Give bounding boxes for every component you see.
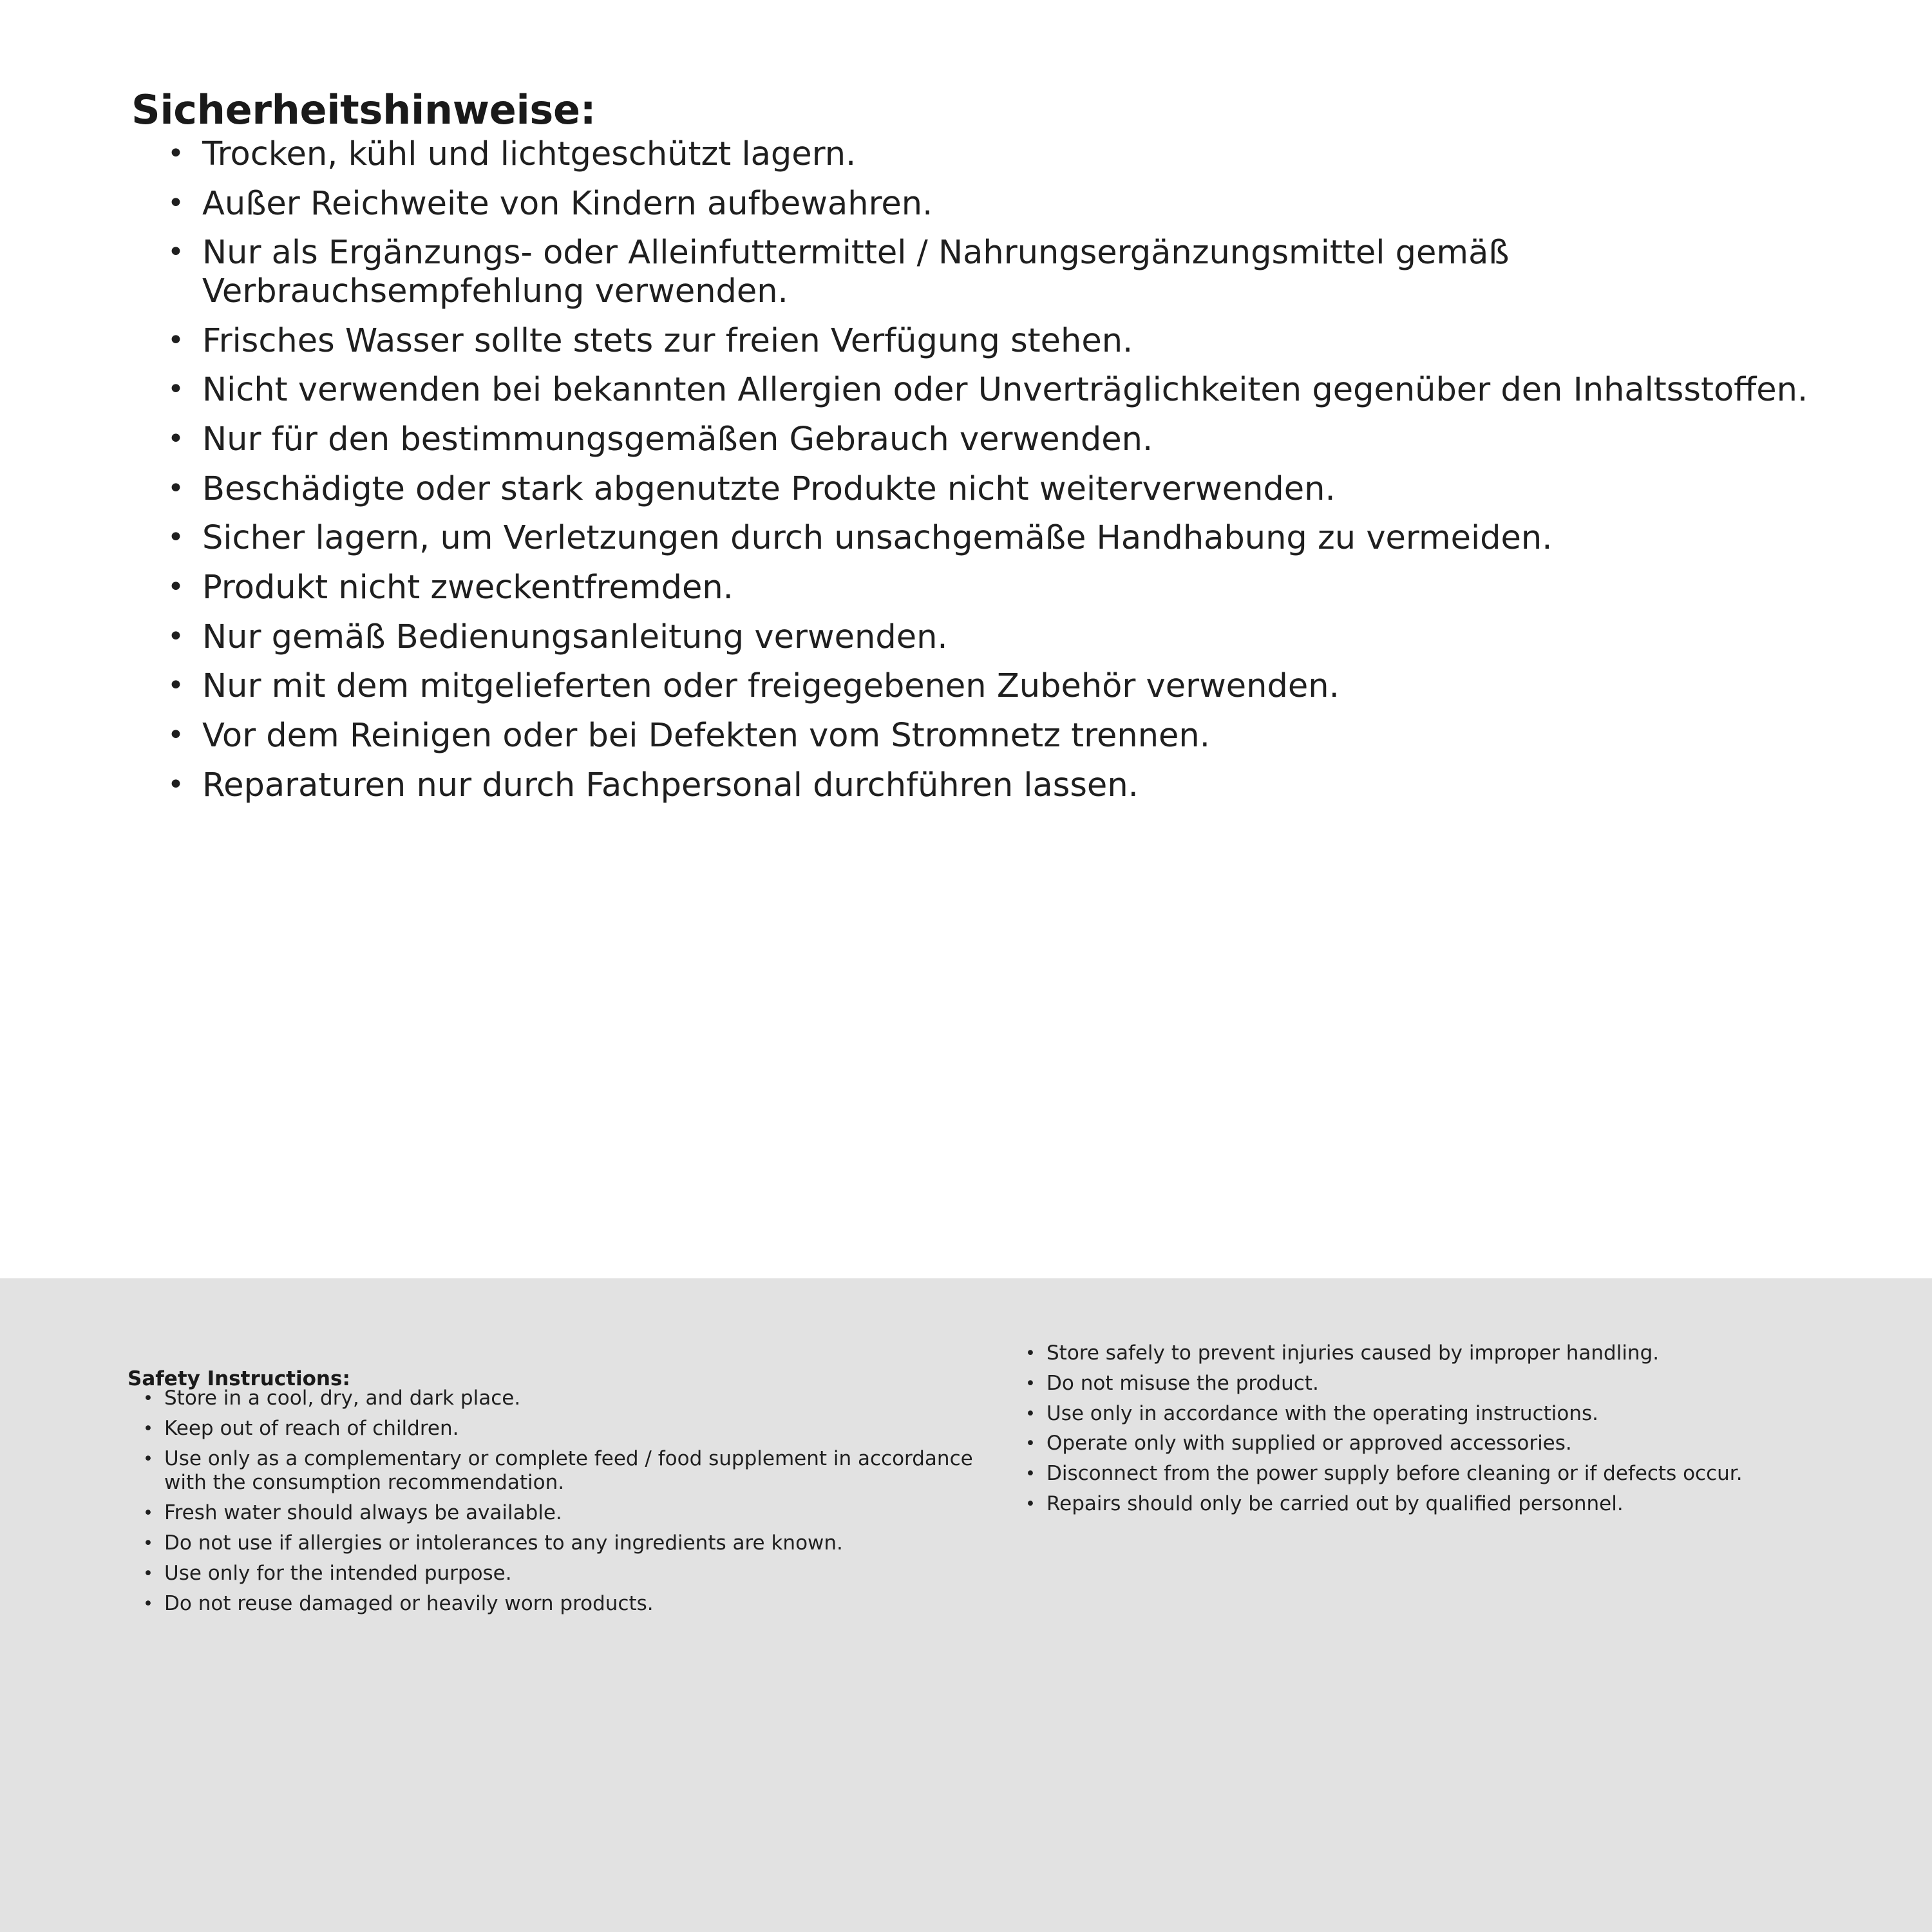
list-item-text: Store in a cool, dry, and dark place.	[164, 1387, 521, 1410]
list-item-text: Use only in accordance with the operating instructions.	[1046, 1401, 1598, 1425]
list-item-text: Keep out of reach of children.	[164, 1416, 459, 1440]
list-item	[1023, 1492, 1860, 1517]
list-item-text: Trocken, kühl und lichtgeschützt lagern.	[202, 135, 857, 173]
bullet-icon: •	[143, 1388, 153, 1408]
list-item-text: Nicht verwenden bei bekannten Allergien oder Unverträglichkeiten gegenüber den Inhaltsstoffen.	[202, 371, 1808, 410]
list-item	[162, 766, 1837, 805]
german-safety-list	[162, 135, 1837, 815]
bullet-icon: •	[167, 373, 184, 406]
list-item-text: Frisches Wasser sollte stets zur freien Verfügung stehen.	[202, 321, 1133, 360]
list-item-text: Vor dem Reinigen oder bei Defekten vom Stromnetz trennen.	[202, 716, 1210, 755]
bullet-icon: •	[143, 1418, 153, 1439]
list-item	[162, 322, 1837, 361]
list-item	[162, 569, 1837, 607]
bullet-icon: •	[1025, 1343, 1036, 1363]
bullet-icon: •	[1025, 1494, 1036, 1515]
bullet-icon: •	[167, 323, 184, 357]
list-item-text: Do not use if allergies or intolerances to any ingredients are known.	[164, 1531, 843, 1555]
list-item-text: Use only for the intended purpose.	[164, 1561, 512, 1585]
list-item-text: Sicher lagern, um Verletzungen durch unsachgemäße Handhabung zu vermeiden.	[202, 519, 1553, 558]
list-item	[162, 371, 1837, 410]
list-item	[140, 1501, 1003, 1526]
bullet-icon: •	[167, 236, 184, 269]
bullet-icon: •	[143, 1593, 153, 1614]
list-item	[1023, 1402, 1860, 1426]
list-item	[162, 470, 1837, 509]
bullet-icon: •	[167, 186, 184, 220]
list-item	[162, 667, 1837, 706]
list-item	[162, 185, 1837, 223]
bullet-icon: •	[143, 1533, 153, 1554]
list-item	[162, 618, 1837, 657]
bullet-icon: •	[167, 768, 184, 801]
list-item	[1023, 1341, 1860, 1366]
list-item-text: Operate only with supplied or approved accessories.	[1046, 1432, 1572, 1455]
list-item	[162, 234, 1837, 310]
bullet-icon: •	[143, 1448, 153, 1469]
bullet-icon: •	[167, 669, 184, 703]
bullet-icon: •	[167, 521, 184, 554]
list-item-text: Repairs should only be carried out by qualified personnel.	[1046, 1492, 1624, 1516]
list-item	[1023, 1372, 1860, 1396]
list-item-text: Nur für den bestimmungsgemäßen Gebrauch verwenden.	[202, 420, 1153, 459]
list-item-text: Disconnect from the power supply before cleaning or if defects occur.	[1046, 1462, 1743, 1486]
german-heading: Sicherheitshinweise:	[131, 86, 596, 133]
list-item-text: Store safely to prevent injuries caused by improper handling.	[1046, 1341, 1660, 1365]
list-item	[162, 421, 1837, 459]
bullet-icon: •	[1025, 1403, 1036, 1424]
list-item-text: Reparaturen nur durch Fachpersonal durchführen lassen.	[202, 766, 1139, 804]
list-item	[162, 717, 1837, 755]
bullet-icon: •	[1025, 1373, 1036, 1394]
list-item-text: Nur mit dem mitgelieferten oder freigegebenen Zubehör verwenden.	[202, 667, 1340, 706]
english-safety-list-left	[140, 1387, 1003, 1622]
bullet-icon: •	[167, 570, 184, 603]
list-item	[140, 1531, 1003, 1556]
list-item-text: Produkt nicht zweckentfremden.	[202, 568, 734, 607]
list-item-text: Beschädigte oder stark abgenutzte Produkte nicht weiterverwenden.	[202, 469, 1336, 508]
bullet-icon: •	[143, 1503, 153, 1524]
list-item-text: Use only as a complementary or complete feed / food supplement in accordance with the consumption recommendation.	[164, 1446, 973, 1495]
list-item	[140, 1417, 1003, 1441]
bullet-icon: •	[1025, 1464, 1036, 1484]
list-item-text: Nur gemäß Bedienungsanleitung verwenden.	[202, 618, 948, 656]
bullet-icon: •	[167, 718, 184, 752]
bullet-icon: •	[167, 422, 184, 455]
list-item-text: Do not reuse damaged or heavily worn products.	[164, 1591, 654, 1615]
english-safety-section	[0, 1278, 1932, 1932]
bullet-icon: •	[167, 620, 184, 653]
list-item-text: Fresh water should always be available.	[164, 1501, 562, 1525]
english-safety-list-right	[1023, 1341, 1860, 1522]
list-item-text: Do not misuse the product.	[1046, 1371, 1319, 1395]
bullet-icon: •	[143, 1563, 153, 1584]
list-item	[140, 1592, 1003, 1616]
list-item-text: Außer Reichweite von Kindern aufbewahren.	[202, 184, 933, 223]
bullet-icon: •	[167, 137, 184, 170]
list-item	[140, 1387, 1003, 1411]
list-item	[1023, 1432, 1860, 1456]
list-item	[162, 519, 1837, 558]
list-item-text: Nur als Ergänzungs- oder Alleinfuttermittel / Nahrungsergänzungsmittel gemäß Verbrauchsempfehlung verwenden.	[202, 234, 1510, 310]
list-item	[140, 1562, 1003, 1586]
list-item	[140, 1447, 1003, 1496]
bullet-icon: •	[1025, 1434, 1036, 1454]
list-item	[1023, 1462, 1860, 1486]
english-heading: Safety Instructions:	[128, 1367, 350, 1390]
list-item	[162, 135, 1837, 174]
bullet-icon: •	[167, 471, 184, 505]
